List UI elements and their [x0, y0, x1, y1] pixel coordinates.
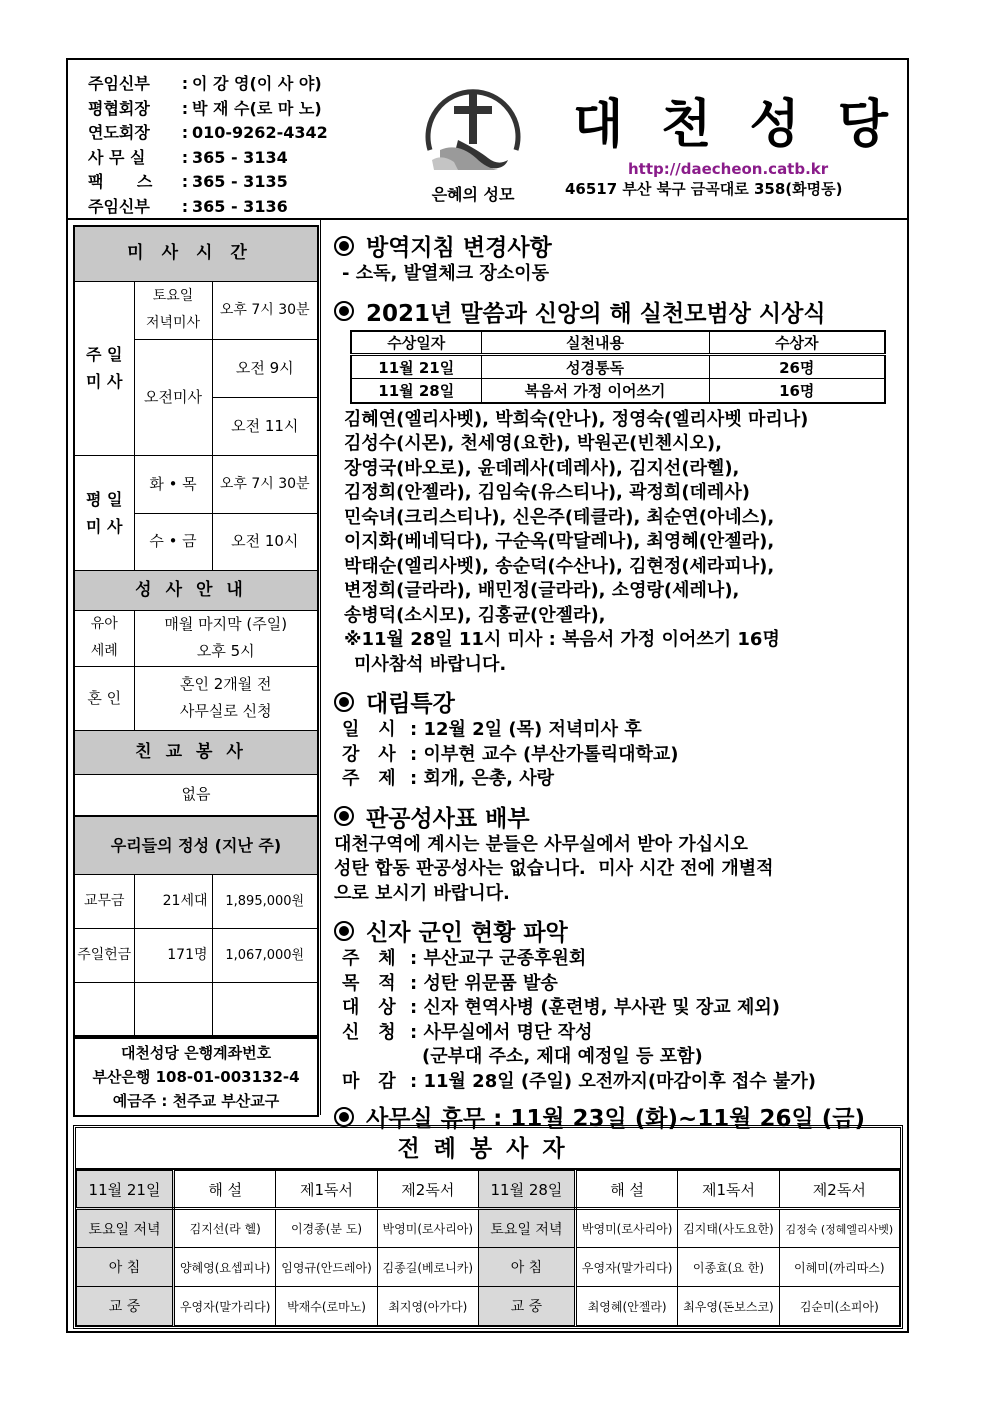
- pastoral-visit-title: 친교봉사: [74, 730, 318, 774]
- morning-time-1: 오전 9시: [212, 339, 318, 397]
- sat-evening-label: 토요일 저녁미사: [134, 281, 212, 339]
- wed-fri-label: 수 • 금: [134, 513, 212, 570]
- notice-heading-confession: 판공성사표 배부: [334, 800, 906, 833]
- sat-evening-time: 오후 7시 30분: [212, 281, 318, 339]
- col-header: 제1독서: [678, 1171, 779, 1209]
- infant-baptism-label: 유아 세례: [74, 610, 134, 666]
- wed-fri-time: 오전 10시: [212, 513, 318, 570]
- week-date: 11월 28일: [478, 1171, 575, 1209]
- col-header: 해 설: [575, 1171, 677, 1209]
- award-table: [350, 330, 886, 404]
- col-header: 제2독서: [377, 1171, 478, 1209]
- left-column: [73, 225, 319, 1117]
- bank-account-number: 부산은행 108-01-003132-4: [92, 1068, 300, 1086]
- tue-thu-label: 화 • 목: [134, 455, 212, 513]
- award-recipients: 김혜연(엘리사벳), 박희숙(안나), 정영숙(엘리사벳 마리나) 김성수(시몬), 천세영(요한), 박원곤(빈첸시오), 장영국(바오로), 윤데레사(데레사), 김지선(라헬), 김정희(안젤라), 김임숙(유스티나), 곽정희(데레사) 민숙녀(크리스티나), 신은주(테클라), 최순연(아네스), 이지화(베네딕다), 구순옥(막달레나), 최영혜(안젤라), 박태순(엘리사벳), 송순덕(수산나), 김현정(세라피나), 변정희(글라라), 배민정(글라라), 소영랑(세레나), 송병덕(소시모), 김홍균(안젤라), ※11월 28일 11시 미사 : 복음서 가정 이어쓰기 16명 미사참석 바랍니다.: [334, 408, 906, 678]
- confession-details: 대천구역에 계시는 분들은 사무실에서 받아 가십시오 성탄 합동 판공성사는 없습니다. 미사 시간 전에 개별적 으로 보시기 바랍니다.: [334, 833, 774, 904]
- table-row: 토요일 저녁 김지선(라 헬) 이경종(분 도) 박영미(로사리아) 토요일 저녁 박영미(로사리아) 김지태(사도요한) 김정숙 (정혜엘리사벳): [77, 1209, 900, 1248]
- bank-account-box: [73, 1037, 319, 1117]
- award-col-header: 실천내용: [481, 331, 709, 355]
- bulletin-page: [66, 58, 926, 1333]
- bank-holder: 예금주 : 천주교 부산교구: [112, 1092, 280, 1110]
- parish-address: 46517 부산 북구 금곡대로 358(화명동): [565, 180, 843, 198]
- contact-row: 평협회장 : 박 재 수(로 마 노): [88, 98, 322, 118]
- morning-mass-label: 오전미사: [134, 339, 212, 455]
- notice-heading-office-closed: 사무실 휴무 : 11월 23일 (화)~11월 26일 (금): [334, 1100, 906, 1133]
- col-header: 제2독서: [779, 1171, 899, 1209]
- notice-heading-award: 2021년 말씀과 신앙의 해 실천모범상 시상식: [334, 295, 906, 328]
- marriage-info: 혼인 2개월 전 사무실로 신청: [134, 666, 318, 730]
- notices-column: [334, 225, 906, 1133]
- contact-row: 연도회장 : 010-9262-4342: [88, 123, 328, 142]
- morning-time-2: 오전 11시: [212, 397, 318, 455]
- tue-thu-time: 오후 7시 30분: [212, 455, 318, 513]
- contact-row: 팩 스 : 365 - 3135: [88, 172, 288, 191]
- column-divider: [320, 220, 321, 1115]
- website-link[interactable]: http://daecheon.catb.kr: [628, 160, 829, 178]
- notice-heading-advent: 대림특강: [334, 685, 906, 718]
- offering-label: 교무금: [74, 874, 134, 928]
- soldiers-details: 주 체 : 부산교구 군종후원회 목 적 : 성탄 위문품 발송 대 상 : 신자 현역사병 (훈련병, 부사관 및 장교 제외) 신 청 : 사무실에서 명단 작성 (군부대 주소, 제대 예정일 등 포함) 마 감 : 11월 28일 (주일) 오전까지(마감이후 접수 불가): [342, 948, 817, 1092]
- bullet-icon: [334, 806, 354, 826]
- offering-amount: [212, 982, 318, 1036]
- offering-amount: 1,895,000원: [212, 874, 318, 928]
- col-header: 제1독서: [276, 1171, 377, 1209]
- contact-row: 주임신부 : 이 강 영(이 사 야): [88, 74, 322, 93]
- covid-detail: - 소독, 발열체크 장소이동: [342, 263, 549, 284]
- bullet-icon: [334, 301, 354, 321]
- sacraments-title: 성사안내: [74, 570, 318, 610]
- bullet-icon: [334, 921, 354, 941]
- weekday-mass-label: 평 일 미 사: [74, 455, 134, 570]
- sunday-mass-label: 주 일 미 사: [74, 281, 134, 455]
- award-row: 11월 28일 복음서 가정 이어쓰기 16명: [351, 379, 885, 403]
- offering-count: 21세대: [134, 874, 212, 928]
- offering-amount: 1,067,000원: [212, 928, 318, 982]
- pastoral-visit-value: 없음: [74, 774, 318, 816]
- award-row: 11월 21일 성경통독 26명: [351, 355, 885, 379]
- offering-label: [74, 982, 134, 1036]
- col-header: 해 설: [174, 1171, 276, 1209]
- offering-count: [134, 982, 212, 1036]
- table-row: 아 침 양혜영(요셉피나) 임영규(안드레아) 김종길(베로니카) 아 침 우영자(말가리다) 이종효(요 한) 이혜미(까리따스): [77, 1248, 900, 1287]
- award-col-header: 수상자: [709, 331, 885, 355]
- bank-line-1: 대천성당 은행계좌번호: [120, 1044, 272, 1062]
- contact-row: 주임신부 : 365 - 3136: [88, 196, 288, 216]
- notice-heading-soldiers: 신자 군인 현황 파악: [334, 914, 906, 947]
- table-row: 교 중 우영자(말가리다) 박재수(로마노) 최지영(아가다) 교 중 최영혜(안젤라) 최우영(돈보스코) 김순미(소피아): [77, 1287, 900, 1326]
- offerings-title: 우리들의 정성 (지난 주): [74, 816, 318, 874]
- advent-details: 일 시 : 12월 2일 (목) 저녁미사 후 강 사 : 이부현 교수 (부산가톨릭대학교) 주 제 : 회개, 은총, 사랑: [342, 719, 679, 789]
- parish-title: 대천성당: [573, 95, 926, 155]
- award-col-header: 수상일자: [351, 331, 481, 355]
- marriage-label: 혼 인: [74, 666, 134, 730]
- parish-logo: [418, 80, 528, 210]
- mass-times-table: [73, 225, 319, 1037]
- liturgy-title: 전례봉사자: [76, 1128, 900, 1170]
- bullet-icon: [334, 236, 354, 256]
- bullet-icon: [334, 692, 354, 712]
- cross-wave-logo-icon: [418, 80, 528, 180]
- bulletin-header: [68, 60, 926, 220]
- contact-row: 사 무 실 : 365 - 3134: [88, 147, 288, 167]
- logo-caption: 은혜의 성모: [431, 185, 515, 204]
- notice-heading-covid: 방역지침 변경사항: [334, 229, 906, 262]
- offering-count: 171명: [134, 928, 212, 982]
- award-note: ※11월 28일 11시 미사 : 복음서 가정 이어쓰기 16명: [344, 629, 780, 650]
- mass-times-title: 미사시간: [74, 226, 318, 281]
- offering-label: 주일헌금: [74, 928, 134, 982]
- award-note: 미사참석 바랍니다.: [354, 653, 507, 675]
- infant-baptism-info: 매월 마지막 (주일) 오후 5시: [134, 610, 318, 666]
- week-date: 11월 21일: [77, 1171, 174, 1209]
- bullet-icon: [334, 1107, 354, 1127]
- contact-list: [88, 72, 328, 219]
- liturgy-servers-table: [73, 1125, 903, 1329]
